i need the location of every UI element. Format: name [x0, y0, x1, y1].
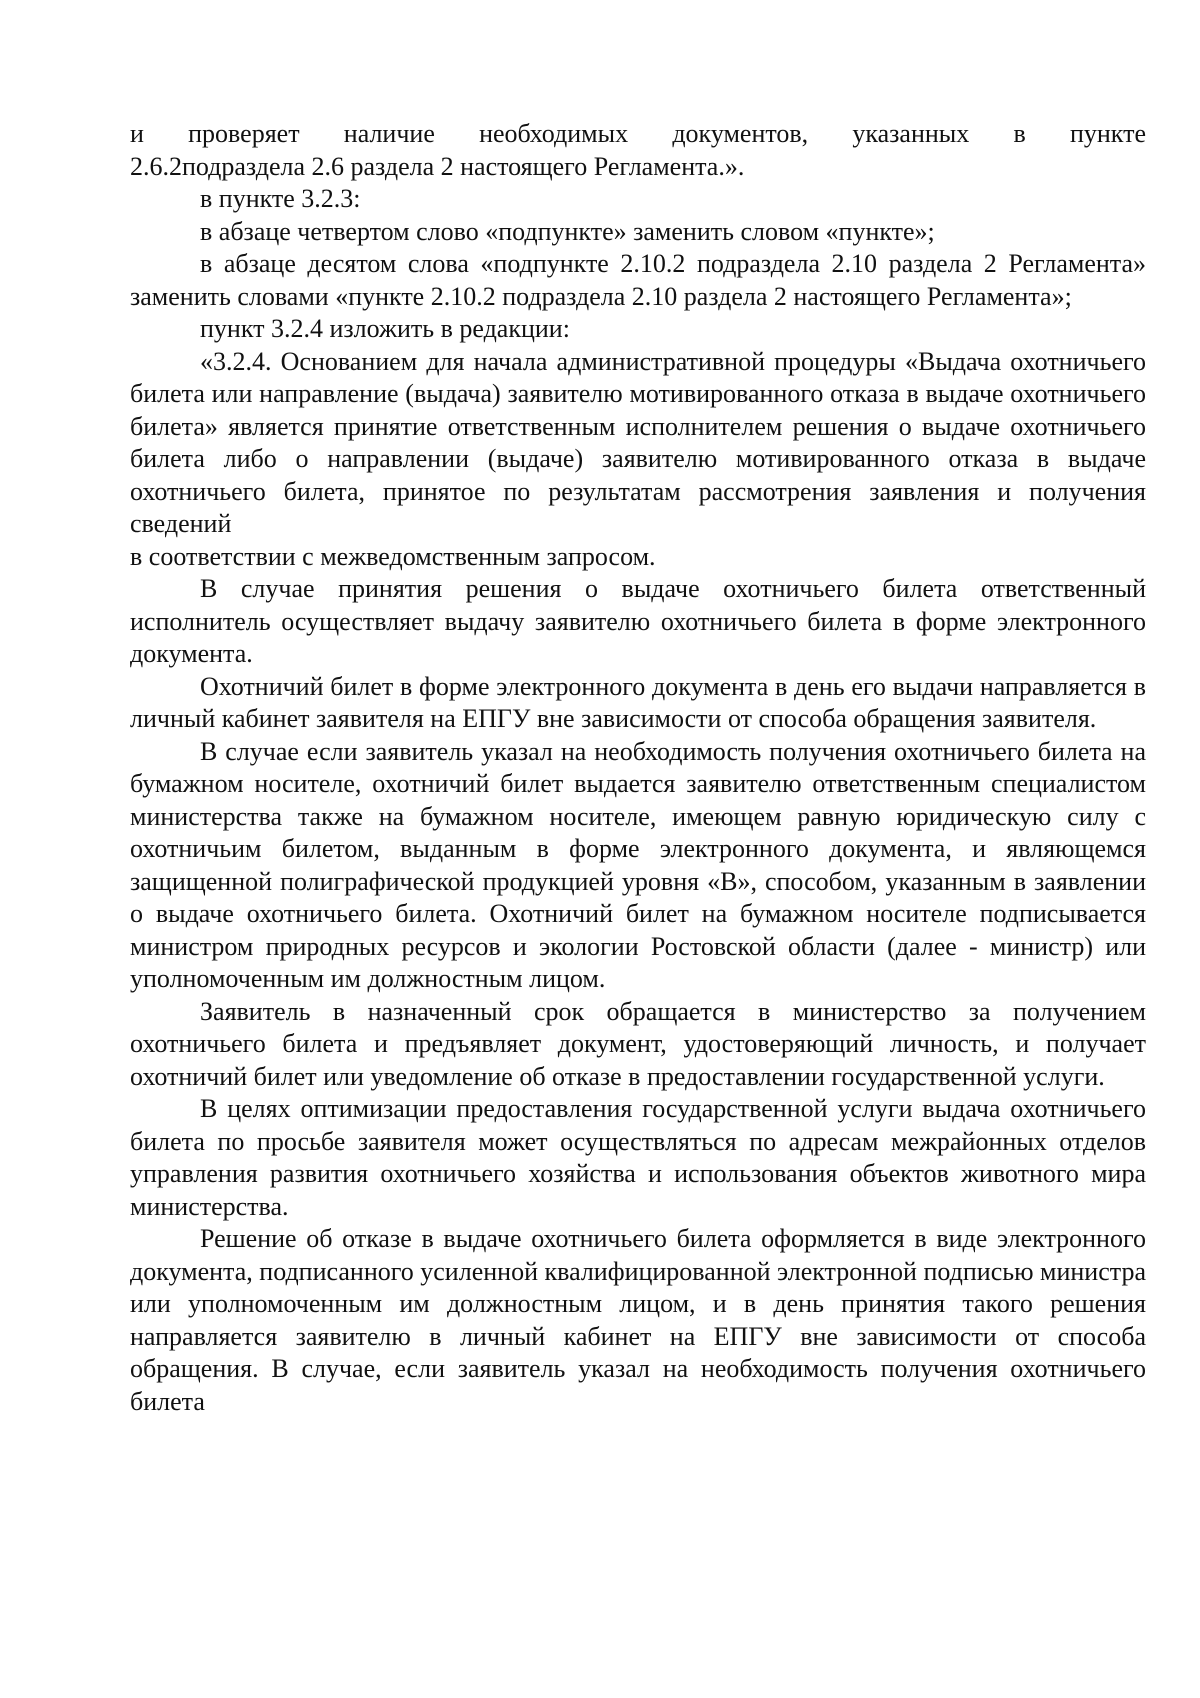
paragraph-applicant-visit: Заявитель в назначенный срок обращается в министерство за получением охотничьего билета и предъявляет документ, удостоверяющий личность, и получает охотничий билет или уведомление об отказе в предоставлении государственной услуги.	[130, 996, 1146, 1091]
paragraph-electronic-ticket: Охотничий билет в форме электронного документа в день его выдачи направляется в личный кабинет заявителя на ЕПГУ вне зависимости от способа обращения заявителя.	[130, 671, 1146, 733]
paragraph-3-2-4-basis: «3.2.4. Основанием для начала административной процедуры «Выдача охотничьего билета или направление (выдача) заявителю мотивированного отказа в выдаче охотничьего билета» является принятие ответственным исполнителем решения о выдаче охотничьего билета либо о направлении (выдаче) заявителю мотивированного отказа в выдаче охотничьего билета, принятое по результатам рассмотрения заявления и получения сведений	[130, 346, 1146, 538]
paragraph-item-3-2-3: в пункте 3.2.3:	[200, 184, 361, 213]
paragraph-amend-10th: в абзаце десятом слова «подпункте 2.10.2 подраздела 2.10 раздела 2 Регламента» заменить словами «пункте 2.10.2 подраздела 2.10 раздела 2 настоящего Регламента»;	[130, 249, 1146, 311]
paragraph-3-2-4-basis-end: в соответствии с межведомственным запросом.	[130, 541, 656, 571]
paragraph-paper-ticket: В случае если заявитель указал на необходимость получения охотничьего билета на бумажном носителе, охотничий билет выдается заявителю ответственным специалистом министерства также на бумажном носителе, имеющем равную юридическую силу с охотничьим билетом, выданным в форме электронного документа, и являющемся защищенной полиграфической продукцией уровня «В», способом, указанным в заявлении о выдаче охотничьего билета. Охотничий билет на бумажном носителе подписывается министром природных ресурсов и экологии Ростовской области (далее - министр) или уполномоченным им должностным лицом.	[130, 736, 1146, 993]
paragraph-amend-4th: в абзаце четвертом слово «подпункте» заменить словом «пункте»;	[200, 216, 935, 246]
paragraph-continuation-end: 2.6.2подраздела 2.6 раздела 2 настоящего Регламента.».	[130, 151, 745, 181]
paragraph-continuation-line: и проверяет наличие необходимых документов, указанных в пункте	[130, 119, 1146, 148]
document-page	[130, 118, 1146, 1418]
paragraph-refusal-decision: Решение об отказе в выдаче охотничьего билета оформляется в виде электронного документа, подписанного усиленной квалифицированной электронной подписью министра или уполномоченным им должностным лицом, и в день принятия такого решения направляется заявителю в личный кабинет на ЕПГУ вне зависимости от способа обращения. В случае, если заявитель указал на необходимость получения охотничьего билета	[130, 1224, 1146, 1416]
paragraph-optimization: В целях оптимизации предоставления государственной услуги выдача охотничьего билета по просьбе заявителя может осуществляться по адресам межрайонных отделов управления развития охотничьего хозяйства и использования объектов животного мира министерства.	[130, 1094, 1146, 1221]
paragraph-item-3-2-4-intro: пункт 3.2.4 изложить в редакции:	[200, 314, 570, 343]
paragraph-issuance-decision: В случае принятия решения о выдаче охотничьего билета ответственный исполнитель осуществляет выдачу заявителю охотничьего билета в форме электронного документа.	[130, 574, 1146, 668]
